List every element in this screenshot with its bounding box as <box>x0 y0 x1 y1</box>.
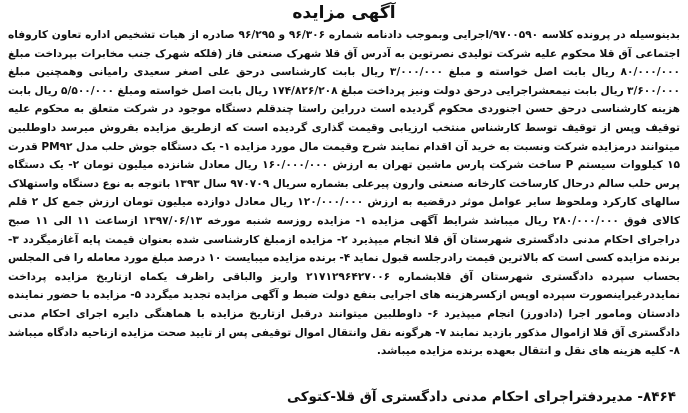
notice-body: بدینوسیله در پرونده کلاسه ۹۷۰۰۵۹۰/اجرایی وبموجب دادنامه شماره ۹۶/۳۰۶ و ۹۶/۲۹۵ صادره از هیات تشخیص اداره تعاون کاروفاه اجتماعی آق قلا محکوم علیه شرکت تولیدی نصرتوین به آدرس آق قلا شهرک صنعتی فاز (فلکه شهرک جنب مخابرات بپرداخت مبلغ ۸۰/۰۰۰/۰۰۰ ریال بابت اصل خواسته و مبلغ ۳/۰۰۰/۰۰۰ ریال بابت کارشناسی درحق علی اصغر سعیدی رامیانی وهمچنین مبلغ ۳/۶۰۰/۰۰۰ ریال بابت نیمعشراجرایی درحق دولت ونیز پرداخت مبلغ ۱۷۴/۸۲۶/۲۰۸ ریال بابت اصل خواسته ومبلغ ۵/۵۰۰/۰۰۰ ریال بابت هزینه کارشناسی درحق حسن اجنوردی محکوم گردیده است درراین راستا چندقلم دستگاه موجود در شرکت متعلق به محکوم علیه توقیف وپس از توقیف توسط کارشناس منتخب ارزیابی وقیمت گذاری گردیده است که ازطریق مزایده بفروش میرسد داوطلبین میتوانند درمزایده شرکت ونسبت به خرید آن اقدام نمایند شرح وقیمت مال مورد مزایده ۱- یک دستگاه جوش حلب مدل PM۹۲ قدرت ۱۵ کیلووات سیستم P ساخت شرکت پارس ماشین تهران به ارزش ۱۶۰/۰۰۰/۰۰۰ ریال معادل شانزده میلیون تومان ۲- یک دستگاه پرس حلب سالم درحال کارساخت کارخانه صنعتی وارون پیرعلی بشماره سریال ۹۷۰۷۰۹ سال ۱۳۹۳ باتوجه به نوع دستگاه واستهلاک سالهای کارکرد وملحوظ سایر عوامل موثر درقضیه به ارزش ۱۲۰/۰۰۰/۰۰۰ ریال معادل دوازده میلیون تومان ارزش جمع کل ۲ قلم کالای فوق ۲۸۰/۰۰۰/۰۰۰ ریال میباشد شرایط آگهی مزایده ۱- مزایده روزسه شنبه مورخه ۱۳۹۷/۰۶/۱۳ ازساعت ۱۱ الی ۱۱ صبح دراجرای احکام مدنی دادگستری شهرستان آق قلا انجام میپذیرد ۲- مزایده ازمبلغ کارشناسی شده بعنوان قیمت پایه آغازمیگردد ۳- برنده مزایده کسی است که بالاترین قیمت رادرجلسه قبول نماید ۴- برنده مزایده میبایست ۱۰ درصد مبلغ مورد معامله را فی المجلس بحساب سپرده دادگستری شهرستان آق قلابشماره ۲۱۷۱۲۹۶۴۲۷۰۰۶ واریز والباقی راظرف یکماه ازتاریخ مزایده پرداخت نمایددرغیراینصورت سپرده اوپس ازکسرهزینه های اجرایی بنفع دولت ضبط و آگهی مزایده تجدید میگردد ۵- مزایده با حضور نماینده دادستان ومامور اجرا (دادورز) انجام میپذیرد ۶- داوطلبین میتوانند درقبل ازتاریخ مزایده با هماهنگی دایره اجرای احکام مدنی دادگستری آق قلا ازاموال مذکور بازدید نمایند ۷- هرگونه نقل وانتقال اموال توقیفی پس از تایید صحت مزایده ازناحیه دادگاه میباشد ۸- کلیه هزینه های نقل و انتقال بعهده برنده مزایده میباشد. <box>8 29 681 358</box>
notice-footer: ۸۴۶۴- مدیردفتراجرای احکام مدنی دادگستری آق قلا-کتوکی <box>287 389 676 405</box>
notice-title: آگهی مزایده <box>292 3 396 23</box>
